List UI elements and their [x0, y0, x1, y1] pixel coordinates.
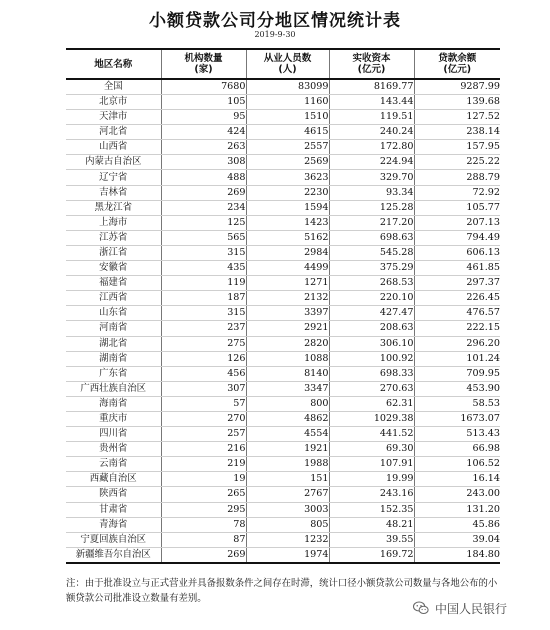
cell-loan-balance: 794.49 [414, 230, 500, 245]
cell-region: 上海市 [66, 215, 161, 230]
cell-employees: 5162 [246, 230, 329, 245]
cell-employees: 1974 [246, 547, 329, 563]
table-row [66, 110, 500, 125]
cell-paid-in-capital: 220.10 [329, 291, 414, 306]
cell-region: 江苏省 [66, 230, 161, 245]
cell-institutions: 315 [161, 245, 246, 260]
cell-employees: 3347 [246, 381, 329, 396]
cell-institutions: 216 [161, 442, 246, 457]
cell-paid-in-capital: 93.34 [329, 185, 414, 200]
table-row [66, 532, 500, 547]
table-row [66, 276, 500, 291]
table-row [66, 547, 500, 563]
table-row [66, 261, 500, 276]
cell-employees: 1423 [246, 215, 329, 230]
cell-loan-balance: 184.80 [414, 547, 500, 563]
cell-institutions: 265 [161, 487, 246, 502]
cell-paid-in-capital: 243.16 [329, 487, 414, 502]
cell-institutions: 125 [161, 215, 246, 230]
cell-paid-in-capital: 1029.38 [329, 411, 414, 426]
cell-paid-in-capital: 69.30 [329, 442, 414, 457]
cell-employees: 1160 [246, 95, 329, 110]
cell-region: 西藏自治区 [66, 472, 161, 487]
cell-institutions: 307 [161, 381, 246, 396]
table-row [66, 396, 500, 411]
cell-paid-in-capital: 169.72 [329, 547, 414, 563]
cell-institutions: 87 [161, 532, 246, 547]
cell-institutions: 565 [161, 230, 246, 245]
table-row [66, 321, 500, 336]
table-row [66, 170, 500, 185]
cell-employees: 2767 [246, 487, 329, 502]
cell-paid-in-capital: 208.63 [329, 321, 414, 336]
table-row [66, 502, 500, 517]
cell-region: 海南省 [66, 396, 161, 411]
cell-paid-in-capital: 217.20 [329, 215, 414, 230]
table-body [66, 79, 500, 563]
table-row [66, 517, 500, 532]
cell-loan-balance: 709.95 [414, 366, 500, 381]
cell-loan-balance: 9287.99 [414, 79, 500, 95]
cell-paid-in-capital: 698.33 [329, 366, 414, 381]
cell-employees: 1088 [246, 351, 329, 366]
cell-institutions: 269 [161, 547, 246, 563]
cell-region: 安徽省 [66, 261, 161, 276]
cell-employees: 2820 [246, 336, 329, 351]
cell-loan-balance: 207.13 [414, 215, 500, 230]
cell-loan-balance: 131.20 [414, 502, 500, 517]
cell-paid-in-capital: 19.99 [329, 472, 414, 487]
cell-region: 宁夏回族自治区 [66, 532, 161, 547]
table-row [66, 472, 500, 487]
cell-employees: 1921 [246, 442, 329, 457]
cell-employees: 1594 [246, 200, 329, 215]
cell-institutions: 7680 [161, 79, 246, 95]
cell-loan-balance: 606.13 [414, 245, 500, 260]
cell-region: 广西壮族自治区 [66, 381, 161, 396]
cell-loan-balance: 226.45 [414, 291, 500, 306]
cell-paid-in-capital: 39.55 [329, 532, 414, 547]
table-row [66, 381, 500, 396]
cell-region: 湖南省 [66, 351, 161, 366]
source-watermark [408, 597, 511, 619]
cell-employees: 3003 [246, 502, 329, 517]
cell-employees: 2132 [246, 291, 329, 306]
cell-region: 吉林省 [66, 185, 161, 200]
cell-region: 贵州省 [66, 442, 161, 457]
watermark-text: 中国人民银行 [435, 601, 508, 616]
table-row [66, 125, 500, 140]
cell-employees: 2984 [246, 245, 329, 260]
cell-loan-balance: 72.92 [414, 185, 500, 200]
cell-paid-in-capital: 152.35 [329, 502, 414, 517]
cell-region: 四川省 [66, 427, 161, 442]
cell-paid-in-capital: 48.21 [329, 517, 414, 532]
cell-loan-balance: 243.00 [414, 487, 500, 502]
cell-institutions: 263 [161, 140, 246, 155]
table-row [66, 140, 500, 155]
cell-loan-balance: 297.37 [414, 276, 500, 291]
cell-region: 山西省 [66, 140, 161, 155]
wechat-icon [412, 599, 430, 617]
statistics-table [66, 48, 500, 564]
cell-paid-in-capital: 100.92 [329, 351, 414, 366]
cell-institutions: 295 [161, 502, 246, 517]
cell-region: 新疆维吾尔自治区 [66, 547, 161, 563]
table-row [66, 79, 500, 95]
cell-employees: 2557 [246, 140, 329, 155]
cell-institutions: 78 [161, 517, 246, 532]
cell-paid-in-capital: 698.63 [329, 230, 414, 245]
cell-loan-balance: 39.04 [414, 532, 500, 547]
cell-loan-balance: 296.20 [414, 336, 500, 351]
cell-region: 湖北省 [66, 336, 161, 351]
cell-region: 内蒙古自治区 [66, 155, 161, 170]
cell-loan-balance: 453.90 [414, 381, 500, 396]
cell-region: 黑龙江省 [66, 200, 161, 215]
cell-loan-balance: 45.86 [414, 517, 500, 532]
cell-paid-in-capital: 143.44 [329, 95, 414, 110]
cell-employees: 2230 [246, 185, 329, 200]
cell-loan-balance: 16.14 [414, 472, 500, 487]
cell-loan-balance: 157.95 [414, 140, 500, 155]
header-loan-balance: 贷款余额 (亿元) [414, 49, 500, 79]
cell-paid-in-capital: 172.80 [329, 140, 414, 155]
cell-employees: 1271 [246, 276, 329, 291]
table-row [66, 245, 500, 260]
cell-region: 青海省 [66, 517, 161, 532]
cell-loan-balance: 476.57 [414, 306, 500, 321]
cell-institutions: 126 [161, 351, 246, 366]
cell-region: 辽宁省 [66, 170, 161, 185]
cell-region: 陕西省 [66, 487, 161, 502]
cell-employees: 2569 [246, 155, 329, 170]
table-row [66, 95, 500, 110]
cell-employees: 8140 [246, 366, 329, 381]
cell-institutions: 315 [161, 306, 246, 321]
table-row [66, 230, 500, 245]
cell-region: 福建省 [66, 276, 161, 291]
cell-region: 云南省 [66, 457, 161, 472]
report-date: 2019-9-30 [254, 30, 296, 39]
table-row [66, 306, 500, 321]
header-employees: 从业人员数 (人) [246, 49, 329, 79]
cell-paid-in-capital: 240.24 [329, 125, 414, 140]
cell-employees: 2921 [246, 321, 329, 336]
table-row [66, 155, 500, 170]
cell-region: 北京市 [66, 95, 161, 110]
cell-loan-balance: 225.22 [414, 155, 500, 170]
cell-region: 河北省 [66, 125, 161, 140]
cell-region: 山东省 [66, 306, 161, 321]
cell-employees: 805 [246, 517, 329, 532]
cell-institutions: 95 [161, 110, 246, 125]
cell-region: 江西省 [66, 291, 161, 306]
table-row [66, 336, 500, 351]
cell-institutions: 19 [161, 472, 246, 487]
cell-loan-balance: 222.15 [414, 321, 500, 336]
cell-employees: 1232 [246, 532, 329, 547]
cell-loan-balance: 513.43 [414, 427, 500, 442]
cell-loan-balance: 1673.07 [414, 411, 500, 426]
cell-institutions: 57 [161, 396, 246, 411]
cell-institutions: 488 [161, 170, 246, 185]
cell-region: 浙江省 [66, 245, 161, 260]
cell-loan-balance: 139.68 [414, 95, 500, 110]
footnote: 注：由于批准设立与正式营业并具备报数条件之间存在时滞，统计口径小额贷款公司数量与各地公布的小额贷款公司批准设立数量有差别。 [66, 578, 498, 604]
header-region: 地区名称 [66, 49, 161, 79]
cell-region: 全国 [66, 79, 161, 95]
cell-loan-balance: 66.98 [414, 442, 500, 457]
cell-employees: 83099 [246, 79, 329, 95]
cell-paid-in-capital: 107.91 [329, 457, 414, 472]
cell-paid-in-capital: 329.70 [329, 170, 414, 185]
cell-employees: 1510 [246, 110, 329, 125]
cell-institutions: 187 [161, 291, 246, 306]
cell-institutions: 435 [161, 261, 246, 276]
cell-institutions: 257 [161, 427, 246, 442]
cell-region: 重庆市 [66, 411, 161, 426]
cell-institutions: 424 [161, 125, 246, 140]
cell-institutions: 275 [161, 336, 246, 351]
table-row [66, 442, 500, 457]
table-header-row [66, 49, 500, 79]
table-row [66, 291, 500, 306]
cell-institutions: 308 [161, 155, 246, 170]
cell-employees: 151 [246, 472, 329, 487]
cell-loan-balance: 238.14 [414, 125, 500, 140]
cell-institutions: 219 [161, 457, 246, 472]
cell-employees: 3623 [246, 170, 329, 185]
cell-paid-in-capital: 375.29 [329, 261, 414, 276]
cell-institutions: 105 [161, 95, 246, 110]
cell-region: 广东省 [66, 366, 161, 381]
cell-institutions: 270 [161, 411, 246, 426]
header-paid-in-capital: 实收资本 (亿元) [329, 49, 414, 79]
table-row [66, 200, 500, 215]
cell-paid-in-capital: 270.63 [329, 381, 414, 396]
cell-paid-in-capital: 224.94 [329, 155, 414, 170]
cell-paid-in-capital: 441.52 [329, 427, 414, 442]
cell-employees: 4615 [246, 125, 329, 140]
table-row [66, 185, 500, 200]
cell-paid-in-capital: 306.10 [329, 336, 414, 351]
cell-region: 河南省 [66, 321, 161, 336]
table-row [66, 457, 500, 472]
cell-employees: 4554 [246, 427, 329, 442]
cell-paid-in-capital: 119.51 [329, 110, 414, 125]
cell-paid-in-capital: 62.31 [329, 396, 414, 411]
cell-paid-in-capital: 268.53 [329, 276, 414, 291]
table-title: 小额贷款公司分地区情况统计表 [149, 11, 401, 31]
cell-paid-in-capital: 427.47 [329, 306, 414, 321]
cell-employees: 4862 [246, 411, 329, 426]
cell-paid-in-capital: 125.28 [329, 200, 414, 215]
cell-region: 天津市 [66, 110, 161, 125]
cell-paid-in-capital: 545.28 [329, 245, 414, 260]
table-row [66, 487, 500, 502]
cell-employees: 800 [246, 396, 329, 411]
cell-loan-balance: 58.53 [414, 396, 500, 411]
cell-paid-in-capital: 8169.77 [329, 79, 414, 95]
cell-employees: 3397 [246, 306, 329, 321]
cell-employees: 4499 [246, 261, 329, 276]
table-row [66, 366, 500, 381]
cell-loan-balance: 105.77 [414, 200, 500, 215]
cell-loan-balance: 106.52 [414, 457, 500, 472]
table-row [66, 411, 500, 426]
table-row [66, 427, 500, 442]
cell-region: 甘肃省 [66, 502, 161, 517]
cell-employees: 1988 [246, 457, 329, 472]
cell-loan-balance: 461.85 [414, 261, 500, 276]
cell-institutions: 456 [161, 366, 246, 381]
cell-loan-balance: 101.24 [414, 351, 500, 366]
cell-loan-balance: 127.52 [414, 110, 500, 125]
table-row [66, 215, 500, 230]
cell-institutions: 234 [161, 200, 246, 215]
header-institutions: 机构数量 (家) [161, 49, 246, 79]
cell-institutions: 119 [161, 276, 246, 291]
table-row [66, 351, 500, 366]
cell-institutions: 237 [161, 321, 246, 336]
cell-institutions: 269 [161, 185, 246, 200]
cell-loan-balance: 288.79 [414, 170, 500, 185]
